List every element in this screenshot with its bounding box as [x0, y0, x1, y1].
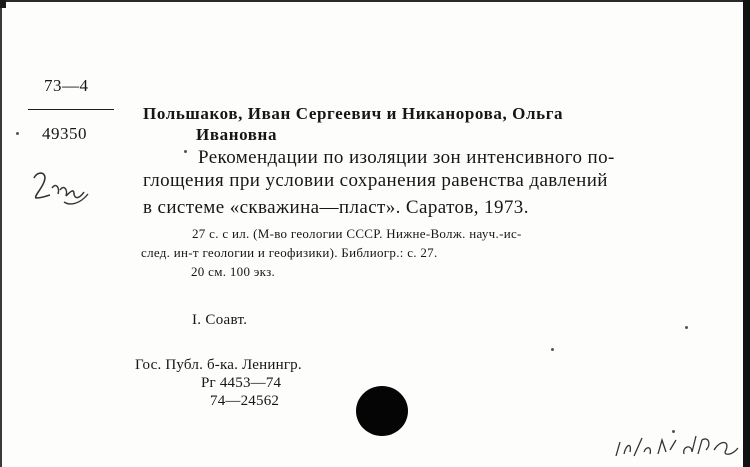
author-heading-continued: Ивановна: [196, 125, 278, 144]
scan-right-border: [743, 0, 750, 467]
author-heading: Польшаков, Иван Сергеевич и Никанорова, Ольга: [143, 104, 564, 123]
tracing-note: I. Соавт.: [192, 312, 248, 328]
scan-speck: [672, 430, 675, 433]
library-number: 74—24562: [210, 393, 280, 409]
card-left-edge: [0, 0, 2, 467]
scan-corner-mark: [0, 0, 6, 8]
scan-speck: [184, 150, 187, 153]
title-line-1: Рекомендации по изоляции зон интенсивного по-: [198, 147, 615, 168]
description-line-2: след. ин-т геологии и геофизики). Библиогр.: с. 27.: [141, 245, 438, 260]
handwritten-copies-note: [30, 168, 94, 210]
scan-speck: [551, 348, 554, 351]
shelf-mark-bottom: 49350: [42, 124, 87, 143]
library-registration: Рг 4453—74: [201, 375, 282, 391]
title-line-2: глощения при условии сохранения равенства давлений: [143, 170, 608, 191]
punch-hole: [356, 386, 408, 436]
description-line-1: 27 с. с ил. (М-во геологии СССР. Нижне-Волж. науч.-ис-: [192, 226, 522, 241]
library-name: Гос. Публ. б-ка. Ленингр.: [135, 357, 302, 373]
description-line-3: 20 см. 100 экз.: [191, 264, 276, 279]
scan-speck: [685, 326, 688, 329]
card-top-edge: [0, 0, 750, 2]
handwritten-date-note: [612, 428, 742, 464]
shelf-mark-divider: [28, 109, 114, 110]
scan-speck: [16, 132, 19, 135]
shelf-mark-top: 73—4: [44, 76, 89, 95]
title-line-3: в системе «скважина—пласт». Саратов, 1973.: [143, 197, 529, 218]
